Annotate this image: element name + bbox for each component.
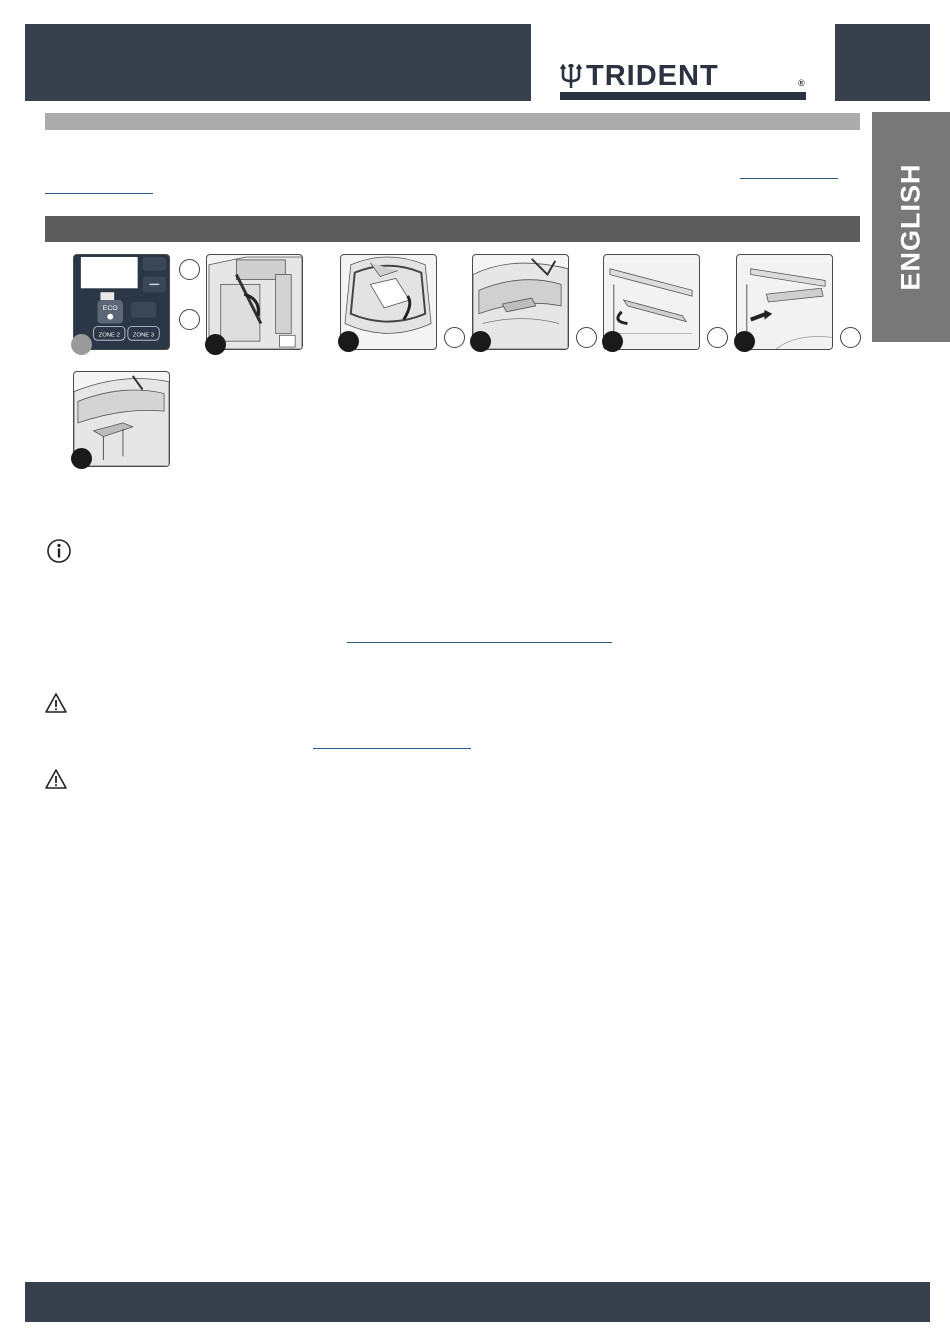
logo-underline — [560, 92, 806, 100]
callout-marker — [338, 331, 359, 352]
callout-marker — [71, 334, 92, 355]
registered-mark: ® — [798, 78, 805, 88]
trident-logo — [560, 62, 808, 102]
callout-marker — [71, 448, 92, 469]
language-tab — [872, 112, 950, 342]
callout-marker — [707, 327, 728, 348]
callout-marker — [179, 309, 200, 330]
callout-marker — [734, 331, 755, 352]
trident-emblem-icon — [560, 64, 582, 90]
callout-marker — [470, 331, 491, 352]
hyperlink-underline[interactable] — [347, 642, 612, 643]
eco-button-label: ECO — [102, 304, 118, 312]
info-icon — [46, 538, 72, 564]
hyperlink-underline[interactable] — [740, 178, 838, 179]
logo-wordmark: TRIDENT — [586, 60, 719, 92]
callout-marker — [205, 334, 226, 355]
callout-marker — [179, 259, 200, 280]
footer-bar — [25, 1282, 930, 1322]
header-bar-right — [835, 24, 930, 101]
warning-icon — [44, 692, 68, 714]
language-label: ENGLISH — [895, 163, 926, 291]
warning-icon — [44, 768, 68, 790]
callout-marker — [444, 327, 465, 348]
callout-marker — [576, 327, 597, 348]
callout-marker — [840, 327, 861, 348]
callout-marker — [602, 331, 623, 352]
zone-2-label: ZONE 2 — [98, 332, 120, 339]
section-header-bar — [45, 113, 860, 130]
section-header-bar-dark — [45, 216, 860, 242]
hyperlink-underline[interactable] — [313, 748, 471, 749]
zone-3-label: ZONE 3 — [132, 332, 155, 339]
hyperlink-underline[interactable] — [45, 193, 153, 194]
header-bar-left — [25, 24, 531, 101]
